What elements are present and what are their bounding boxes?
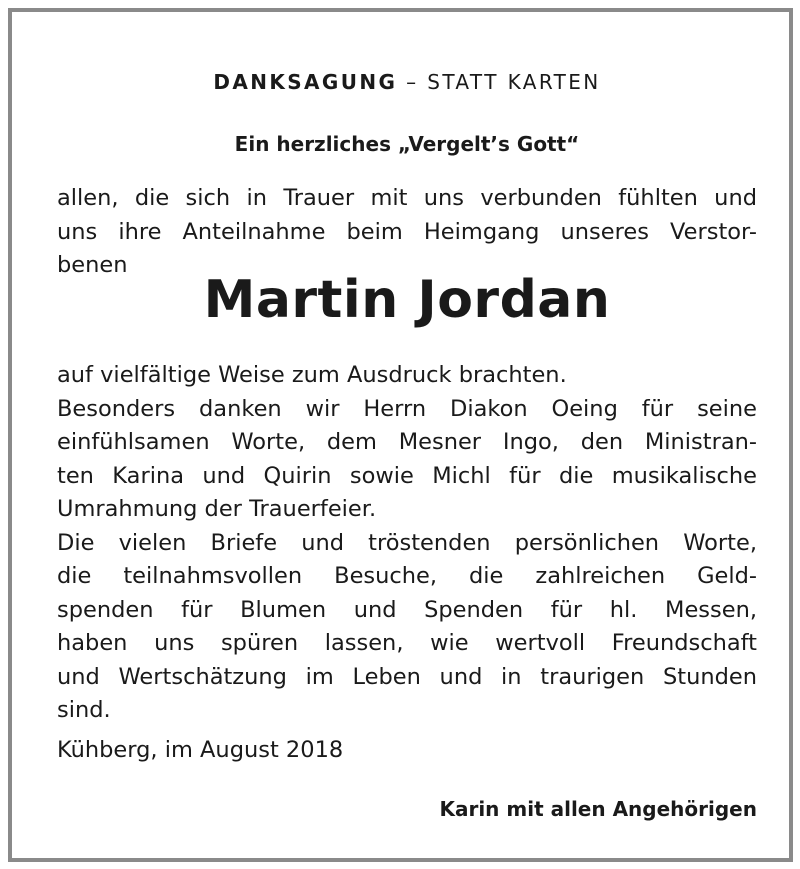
body-line: spenden für Blumen und Spenden für hl. Messen, [57, 596, 757, 623]
body-line: Die vielen Briefe und tröstenden persönlichen Worte, [57, 529, 757, 556]
intro-line: benen [57, 252, 128, 278]
deceased-name: Martin Jordan [203, 270, 611, 330]
intro-line: allen, die sich in Trauer mit uns verbunden fühlten und [57, 185, 757, 211]
place-date: Kühberg, im August 2018 [57, 737, 344, 763]
notice-subtitle: Ein herzliches „Vergelt’s Gott“ [234, 132, 580, 156]
body-line: Besonders danken wir Herrn Diakon Oeing für seine [57, 395, 757, 422]
body-paragraph [57, 359, 757, 728]
intro-line: uns ihre Anteilnahme beim Heimgang unseres Verstor- [57, 218, 757, 245]
signature: Karin mit allen Angehörigen [439, 797, 757, 821]
intro-paragraph [57, 182, 757, 283]
body-line: sind. [57, 697, 111, 723]
body-line: und Wertschätzung im Leben und in traurigen Stunden [57, 663, 757, 690]
body-line: Umrahmung der Trauerfeier. [57, 496, 377, 522]
header-title-rest: – STATT KARTEN [397, 70, 601, 94]
body-line: ten Karina und Quirin sowie Michl für die musikalische [57, 462, 757, 489]
header-title-bold: DANKSAGUNG [213, 70, 398, 94]
body-line: auf vielfältige Weise zum Ausdruck brachten. [57, 362, 567, 388]
obituary-notice-frame [8, 8, 793, 862]
body-line: einfühlsamen Worte, dem Mesner Ingo, den Ministran- [57, 429, 757, 455]
body-line: die teilnahmsvollen Besuche, die zahlreichen Geld- [57, 563, 757, 589]
body-line: haben uns spüren lassen, wie wertvoll Freundschaft [57, 630, 757, 656]
notice-header [57, 70, 757, 94]
